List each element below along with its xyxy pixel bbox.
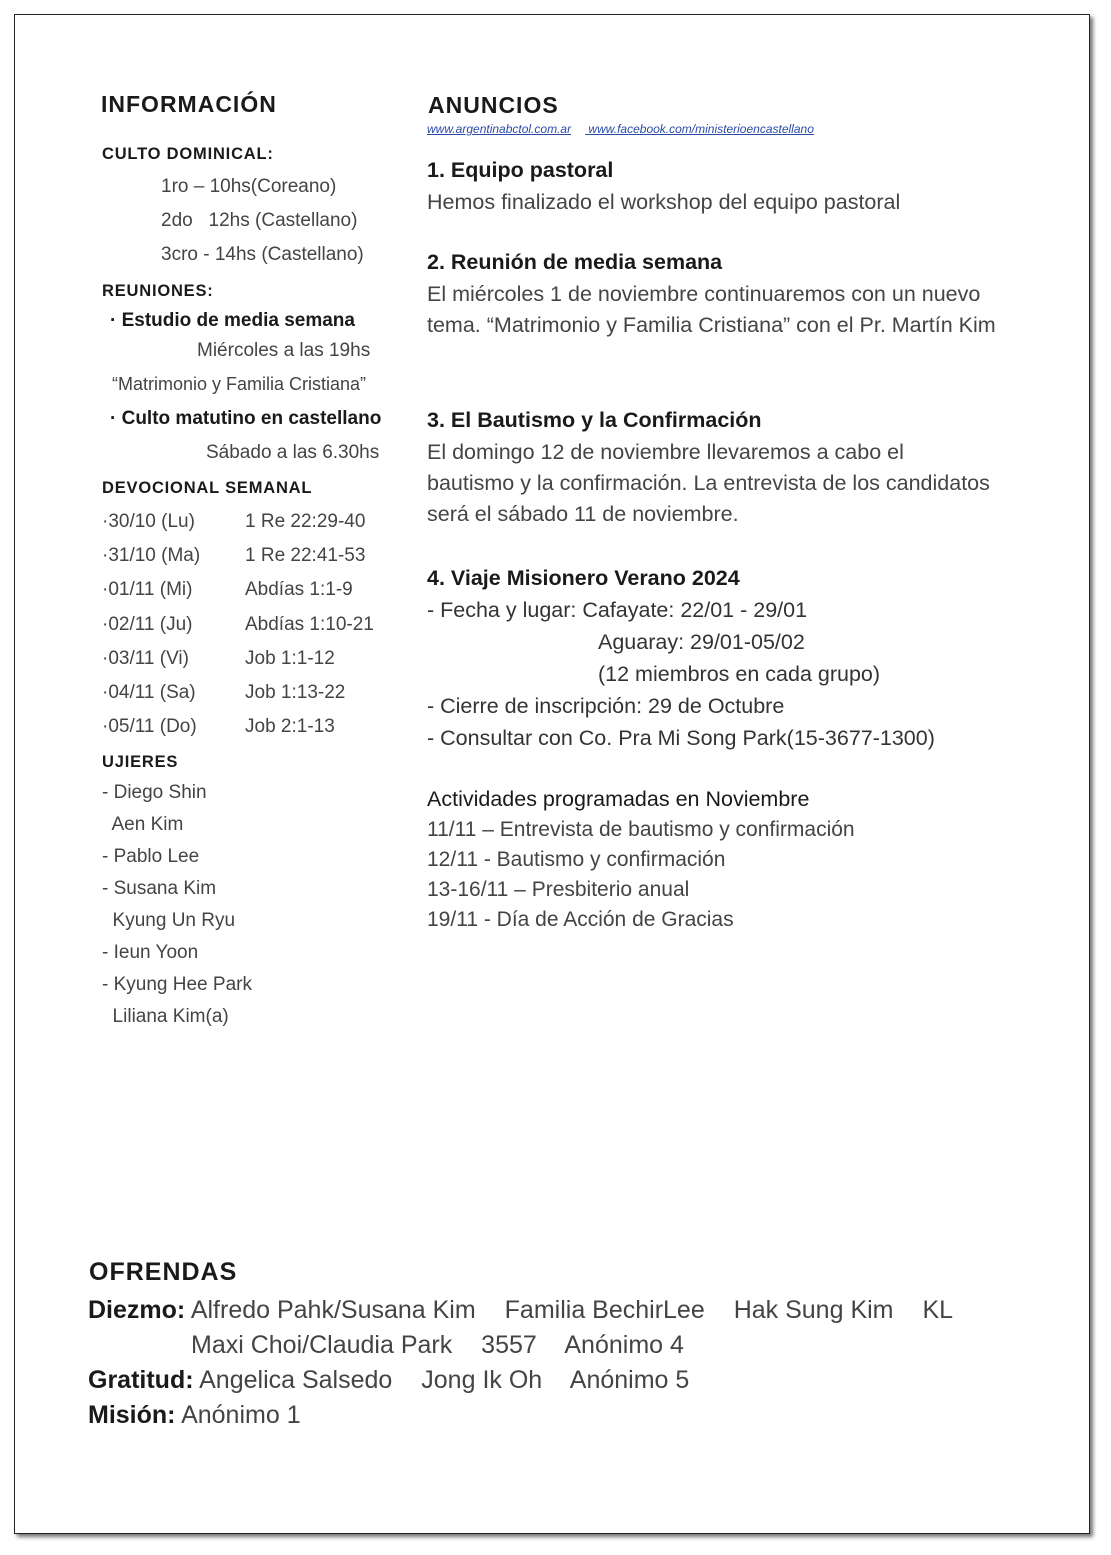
info-title: INFORMACIÓN: [101, 91, 277, 117]
devocional-date: ·03/11 (Vi): [102, 648, 189, 669]
anuncio-body: El miércoles 1 de noviembre continuaremos con un nuevo tema. “Matrimonio y Familia Cristiana” con el Pr. Martín Kim: [427, 282, 996, 337]
devocional-date: ·01/11 (Mi): [102, 579, 193, 600]
diezmo-line-2: [191, 1331, 684, 1360]
actividad-line: 11/11 – Entrevista de bautismo y confirmación: [427, 818, 855, 841]
actividad-line: 13-16/11 – Presbiterio anual: [427, 878, 690, 901]
viaje-title: 4. Viaje Misionero Verano 2024: [427, 566, 740, 590]
culto-item: 1ro – 10hs(Coreano): [161, 176, 337, 197]
actividades-title: Actividades programadas en Noviembre: [427, 787, 810, 811]
gratitud-line: [88, 1366, 689, 1395]
reuniones-heading: REUNIONES:: [102, 282, 214, 300]
ujier-line: - Susana Kim: [102, 878, 217, 899]
donor: Jong Ik Oh: [421, 1366, 543, 1394]
devocional-date: ·05/11 (Do): [102, 716, 197, 737]
website-link[interactable]: www.argentinabctol.com.ar: [427, 122, 572, 136]
donor: 3557: [481, 1331, 537, 1359]
viaje-line: - Consultar con Co. Pra Mi Song Park(15-3677-1300): [427, 726, 935, 750]
devocional-heading: DEVOCIONAL SEMANAL: [102, 479, 313, 497]
anuncios-title: ANUNCIOS: [428, 92, 559, 118]
viaje-line: - Cierre de inscripción: 29 de Octubre: [427, 694, 785, 718]
donor: Anónimo 1: [181, 1401, 301, 1429]
ujier-line: - Pablo Lee: [102, 846, 200, 867]
devocional-date: ·31/10 (Ma): [102, 545, 201, 566]
donor: KL: [922, 1296, 954, 1324]
anuncio-title: 3. El Bautismo y la Confirmación: [427, 408, 762, 432]
reunion-title: · Culto matutino en castellano: [110, 408, 382, 429]
gratitud-label: Gratitud:: [88, 1366, 194, 1394]
donor: Alfredo Pahk/Susana Kim: [190, 1296, 476, 1324]
diezmo-label: Diezmo:: [88, 1296, 186, 1324]
donor: Angelica Salsedo: [199, 1366, 393, 1394]
viaje-line: Aguaray: 29/01-05/02: [598, 630, 805, 654]
viaje-line: (12 miembros en cada grupo): [598, 662, 881, 686]
devocional-ref: 1 Re 22:29-40: [245, 511, 366, 532]
anuncio-body: Hemos finalizado el workshop del equipo pastoral: [427, 190, 901, 214]
reunion-time: Sábado a las 6.30hs: [206, 442, 380, 463]
devocional-date: ·30/10 (Lu): [102, 511, 195, 532]
ujier-line: - Diego Shin: [102, 782, 207, 803]
anuncio-title: 1. Equipo pastoral: [427, 158, 614, 182]
links-row: [427, 122, 828, 136]
facebook-link[interactable]: www.facebook.com/ministerioencastellano: [588, 122, 814, 136]
ujier-line: - Ieun Yoon: [102, 942, 199, 963]
culto-item: 2do 12hs (Castellano): [161, 210, 358, 231]
donor: Familia BechirLee: [504, 1296, 705, 1324]
reunion-title: · Estudio de media semana: [110, 310, 355, 331]
donor: Anónimo 5: [569, 1366, 690, 1394]
ujier-line: - Kyung Hee Park: [102, 974, 252, 995]
devocional-date: ·02/11 (Ju): [102, 614, 193, 635]
mision-line: [88, 1401, 301, 1430]
reunion-time: Miércoles a las 19hs: [197, 340, 371, 361]
ujieres-heading: UJIERES: [102, 753, 179, 771]
devocional-ref: Abdías 1:10-21: [245, 614, 374, 635]
devocional-date: ·04/11 (Sa): [102, 682, 196, 703]
viaje-line: - Fecha y lugar: Cafayate: 22/01 - 29/01: [427, 598, 808, 622]
devocional-ref: Job 1:13-22: [245, 682, 346, 703]
diezmo-line: [88, 1296, 953, 1325]
ujier-line: Kyung Un Ryu: [102, 910, 236, 931]
ujier-line: Aen Kim: [102, 814, 184, 835]
actividad-line: 12/11 - Bautismo y confirmación: [427, 848, 726, 871]
donor: Anónimo 4: [564, 1331, 684, 1359]
ofrendas-title: OFRENDAS: [89, 1258, 238, 1286]
reunion-topic: “Matrimonio y Familia Cristiana”: [112, 374, 367, 394]
culto-item: 3cro - 14hs (Castellano): [161, 244, 364, 265]
devocional-ref: 1 Re 22:41-53: [245, 545, 366, 566]
anuncio-title: 2. Reunión de media semana: [427, 250, 723, 274]
actividad-line: 19/11 - Día de Acción de Gracias: [427, 908, 734, 931]
ujier-line: Liliana Kim(a): [102, 1006, 229, 1027]
devocional-ref: Job 1:1-12: [245, 648, 335, 669]
devocional-ref: Abdías 1:1-9: [245, 579, 353, 600]
donor: Hak Sung Kim: [733, 1296, 894, 1324]
mision-label: Misión:: [88, 1401, 176, 1429]
devocional-ref: Job 2:1-13: [245, 716, 335, 737]
anuncio-body: El domingo 12 de noviembre llevaremos a cabo el bautismo y la confirmación. La entrevista de los candidatos será el sábado 11 de noviembre.: [427, 440, 990, 526]
donor: Maxi Choi/Claudia Park: [191, 1331, 453, 1359]
culto-heading: CULTO DOMINICAL:: [102, 145, 274, 163]
